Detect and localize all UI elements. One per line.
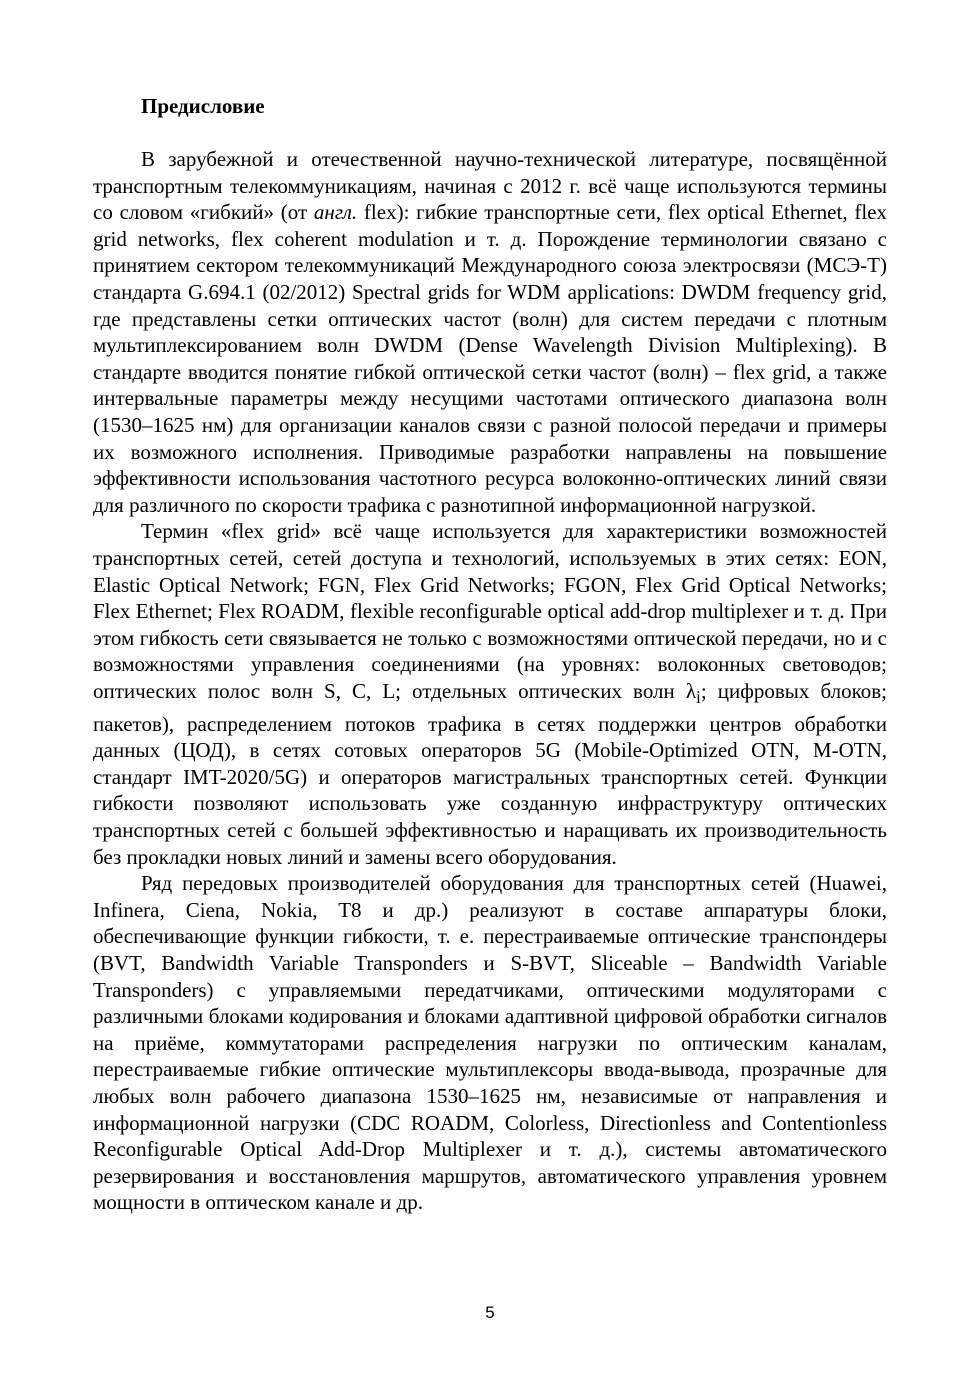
paragraph-1-text-end: flex): гибкие транспортные сети, flex optical Ethernet, flex grid networks, flex coherent modulation и т. д. Порождение терминологии связано с принятием сектором телекоммуникаций Международного союза электросвязи (МСЭ-Т) стандарта G.694.1 (02/2012) Spectral grids for WDM applications: DWDM frequency grid, где представлены сетки оптических частот (волн) для систем передачи с плотным мультиплексированием волн DWDM (Dense Wavelength Division Multiplexing). В стандарте вводится понятие гибкой оптической сетки частот (волн) – flex grid, а также интервальные параметры между несущими частотами оптического диапазона волн (1530–1625 нм) для организации каналов связи с разной полосой передачи и примеры их возможного исполнения. Приводимые разработки направлены на повышение эффективности использования частотного ресурса волоконно-оптических линий связи для различного по скорости трафика с разнотипной информационной нагрузкой.	[93, 200, 887, 517]
paragraph-2	[93, 518, 887, 870]
paragraph-1-italic-abbrev: англ.	[313, 200, 358, 225]
paragraph-2-text-start: Термин «flex grid» всё чаще используется для характеристики возможностей транспортных сетей, сетей доступа и технологий, используемых в этих сетях: EON, Elastic Optical Network; FGN, Flex Grid Networks; FGON, Flex Grid Optical Networks; Flex Ethernet; Flex ROADM, flexible reconfigurable optical add-drop multiplexer и т. д. При этом гибкость сети связывается не только с возможностями оптической передачи, но и с возможностями управления соединениями (на уровнях: волоконных световодов; оптических полос волн S, C, L; отдельных оптических волн λ	[93, 519, 887, 703]
section-heading: Предисловие	[141, 94, 265, 118]
page-number: 5	[485, 1303, 495, 1322]
paragraph-3: Ряд передовых производителей оборудования для транспортных сетей (Huawei, Infinera, Ciena, Nokia, T8 и др.) реализуют в составе аппаратуры блоки, обеспечивающие функции гибкости, т. е. перестраиваемые оптические транспондеры (BVT, Bandwidth Variable Transponders и S-BVT, Sliceable – Bandwidth Variable Transponders) с управляемыми передатчиками, оптическими модуляторами с различными блоками кодирования и блоками адаптивной цифровой обработки сигналов на приёме, коммутаторами распределения нагрузки по оптическим каналам, перестраиваемые гибкие оптические мультиплексоры ввода-вывода, прозрачные для любых волн рабочего диапазона 1530–1625 нм, независимые от направления и информационной нагрузки (CDC ROADM, Colorless, Directionless and Contentionless Reconfigurable Optical Add-Drop Multiplexer и т. д.), системы автоматического резервирования и восстановления маршрутов, автоматического управления уровнем мощности в оптическом канале и др.	[93, 871, 887, 1215]
paragraph-2-text-end: ; цифровых блоков; пакетов), распределением потоков трафика в сетях поддержки центров обработки данных (ЦОД), в сетях сотовых операторов 5G (Mobile-Optimized OTN, M-OTN, стандарт IMT-2020/5G) и операторов магистральных транспортных сетей. Функции гибкости позволяют использовать уже созданную инфраструктуру оптических транспортных сетей с большей эффективностью и наращивать их производительность без прокладки новых линий и замены всего оборудования.	[93, 678, 887, 869]
lambda-subscript: i	[696, 687, 701, 708]
body-text	[93, 146, 887, 1216]
paragraph-1	[93, 146, 887, 518]
paragraph-1-text-start: В зарубежной и отечественной научно-технической литературе, посвящённой транспортным телекоммуникациям, начиная с 2012 г. всё чаще используются термины со словом «гибкий» (от	[93, 147, 887, 225]
